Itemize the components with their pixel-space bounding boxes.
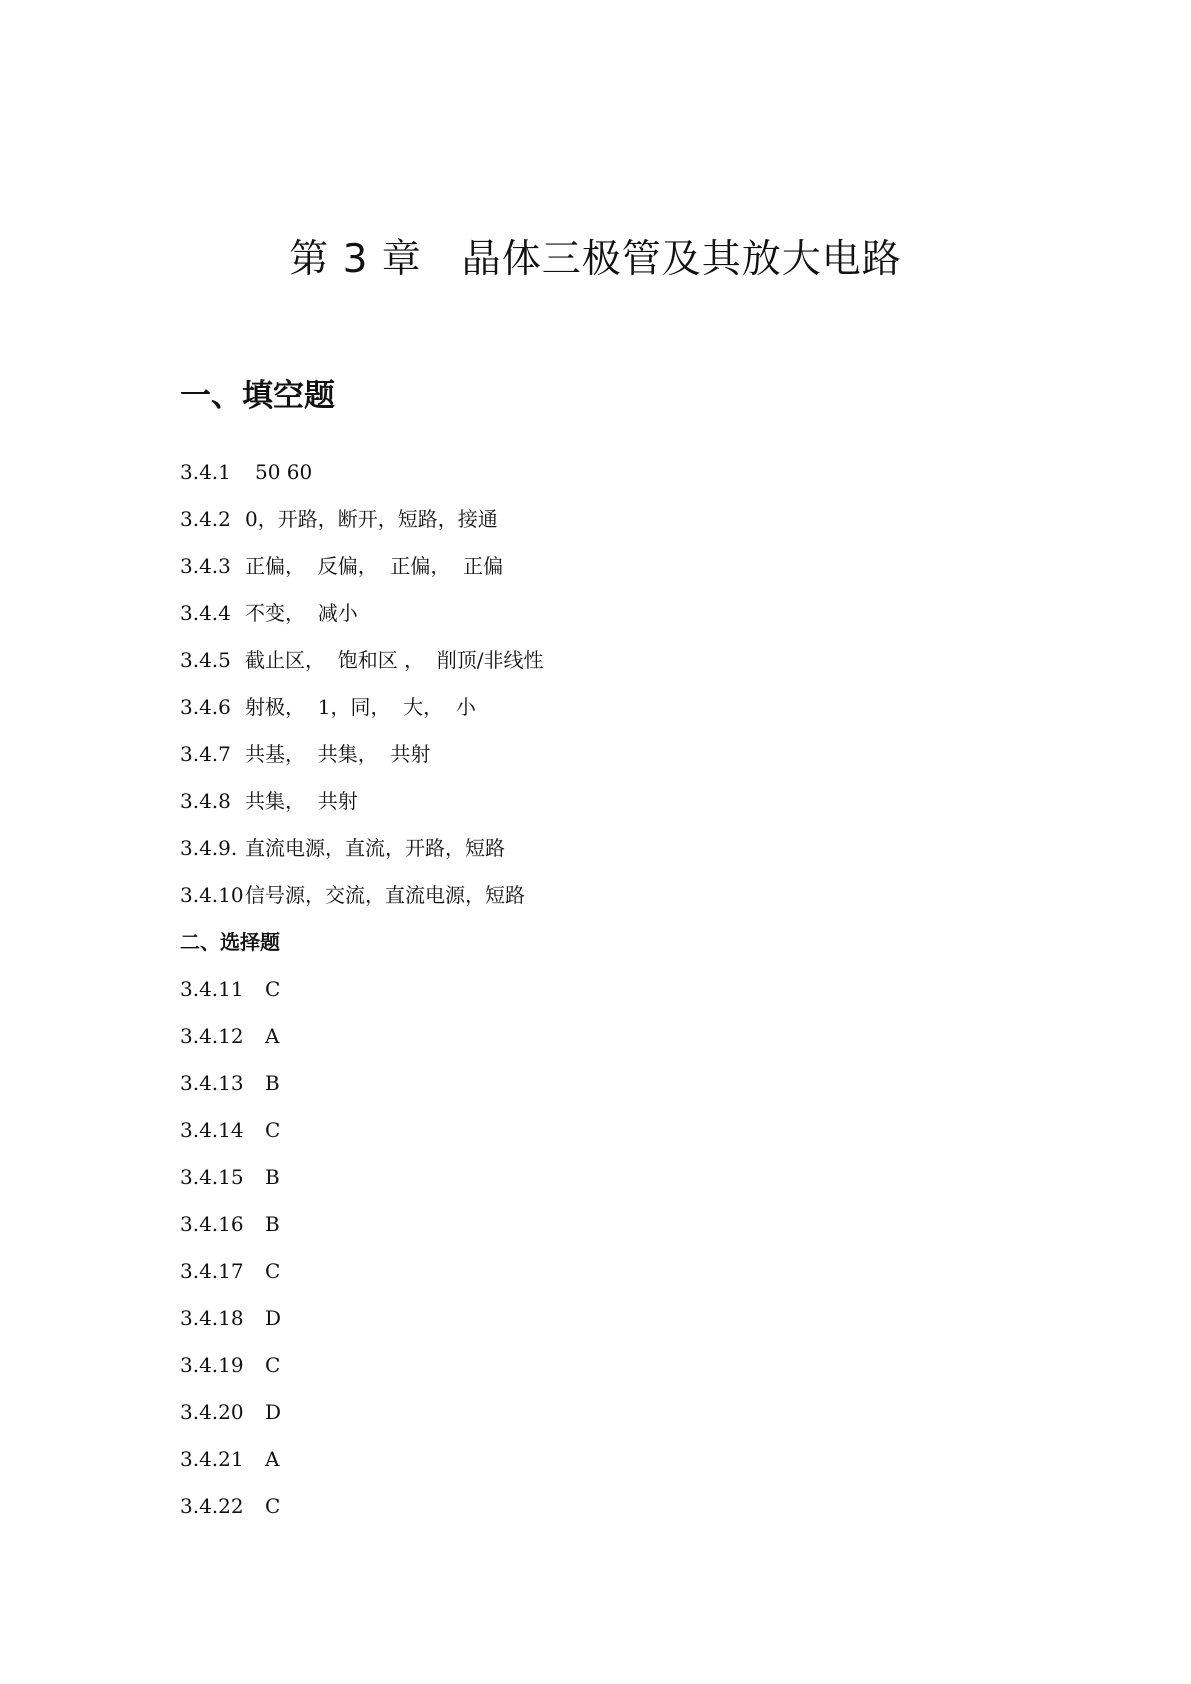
answer-text: 50 60 [255,460,313,484]
question-number: 3.4.20 [180,1400,244,1424]
answer-text: 信号源，交流，直流电源，短路 [245,883,525,907]
question-number: 3.4.10 [180,883,244,907]
answer-row [180,974,280,1004]
answer-row [180,1303,281,1333]
question-number: 3.4.14 [180,1118,244,1142]
answer-row [180,457,312,487]
answer-text: B [265,1212,280,1236]
question-number: 3.4.9. [180,836,238,860]
answer-text: 正偏， 反偏， 正偏， 正偏 [245,554,504,578]
answer-text: C [265,1118,281,1142]
answer-row [180,692,476,722]
question-number: 3.4.6 [180,695,231,719]
answer-text: 0，开路，断开，短路，接通 [245,507,498,531]
question-number: 3.4.5 [180,648,231,672]
question-number: 3.4.4 [180,601,231,625]
answer-row [180,1021,279,1051]
answer-row [180,598,358,628]
answer-row [180,786,358,816]
question-number: 3.4.7 [180,742,231,766]
answer-row [180,1491,280,1521]
answer-row [180,1444,279,1474]
answer-text: D [265,1306,282,1330]
answer-text: 射极， 1，同， 大， 小 [245,695,476,719]
answer-text: 共集， 共射 [245,789,358,813]
answer-text: 直流电源，直流，开路，短路 [245,836,505,860]
section-heading-multiple-choice: 二、选择题 [180,930,280,954]
question-number: 3.4.8 [180,789,231,813]
question-number: 3.4.1 [180,460,231,484]
answer-row [180,739,430,769]
question-number: 3.4.12 [180,1024,244,1048]
answer-text: 不变， 减小 [245,601,358,625]
answer-text: C [265,1353,281,1377]
section-heading-fill-in: 一、填空题 [180,378,335,414]
question-number: 3.4.13 [180,1071,244,1095]
answer-row [180,1115,280,1145]
answer-row [180,880,525,910]
question-number: 3.4.19 [180,1353,244,1377]
answer-text: C [265,1259,281,1283]
answer-row [180,1068,280,1098]
answer-text: C [265,977,281,1001]
answer-row [180,1162,280,1192]
answer-row [180,1256,280,1286]
answer-text: A [265,1024,280,1048]
answer-row [180,833,505,863]
answer-text: B [265,1071,280,1095]
answer-text: D [265,1400,282,1424]
question-number: 3.4.17 [180,1259,244,1283]
chapter-title: 第 3 章 晶体三极管及其放大电路 [289,237,902,282]
question-number: 3.4.2 [180,507,231,531]
answer-row [180,645,544,675]
answer-text: 截止区， 饱和区 ， 削顶/非线性 [245,648,544,672]
question-number: 3.4.15 [180,1165,244,1189]
answer-row [180,1397,281,1427]
answer-text: C [265,1494,281,1518]
question-number: 3.4.22 [180,1494,244,1518]
answer-row [180,551,503,581]
question-number: 3.4.3 [180,554,231,578]
question-number: 3.4.16 [180,1212,244,1236]
answer-text: B [265,1165,280,1189]
answer-text: A [265,1447,280,1471]
question-number: 3.4.21 [180,1447,244,1471]
answer-row [180,1350,280,1380]
question-number: 3.4.11 [180,977,244,1001]
answer-row [180,504,498,534]
answer-text: 共基， 共集， 共射 [245,742,431,766]
answer-row [180,1209,280,1239]
question-number: 3.4.18 [180,1306,244,1330]
